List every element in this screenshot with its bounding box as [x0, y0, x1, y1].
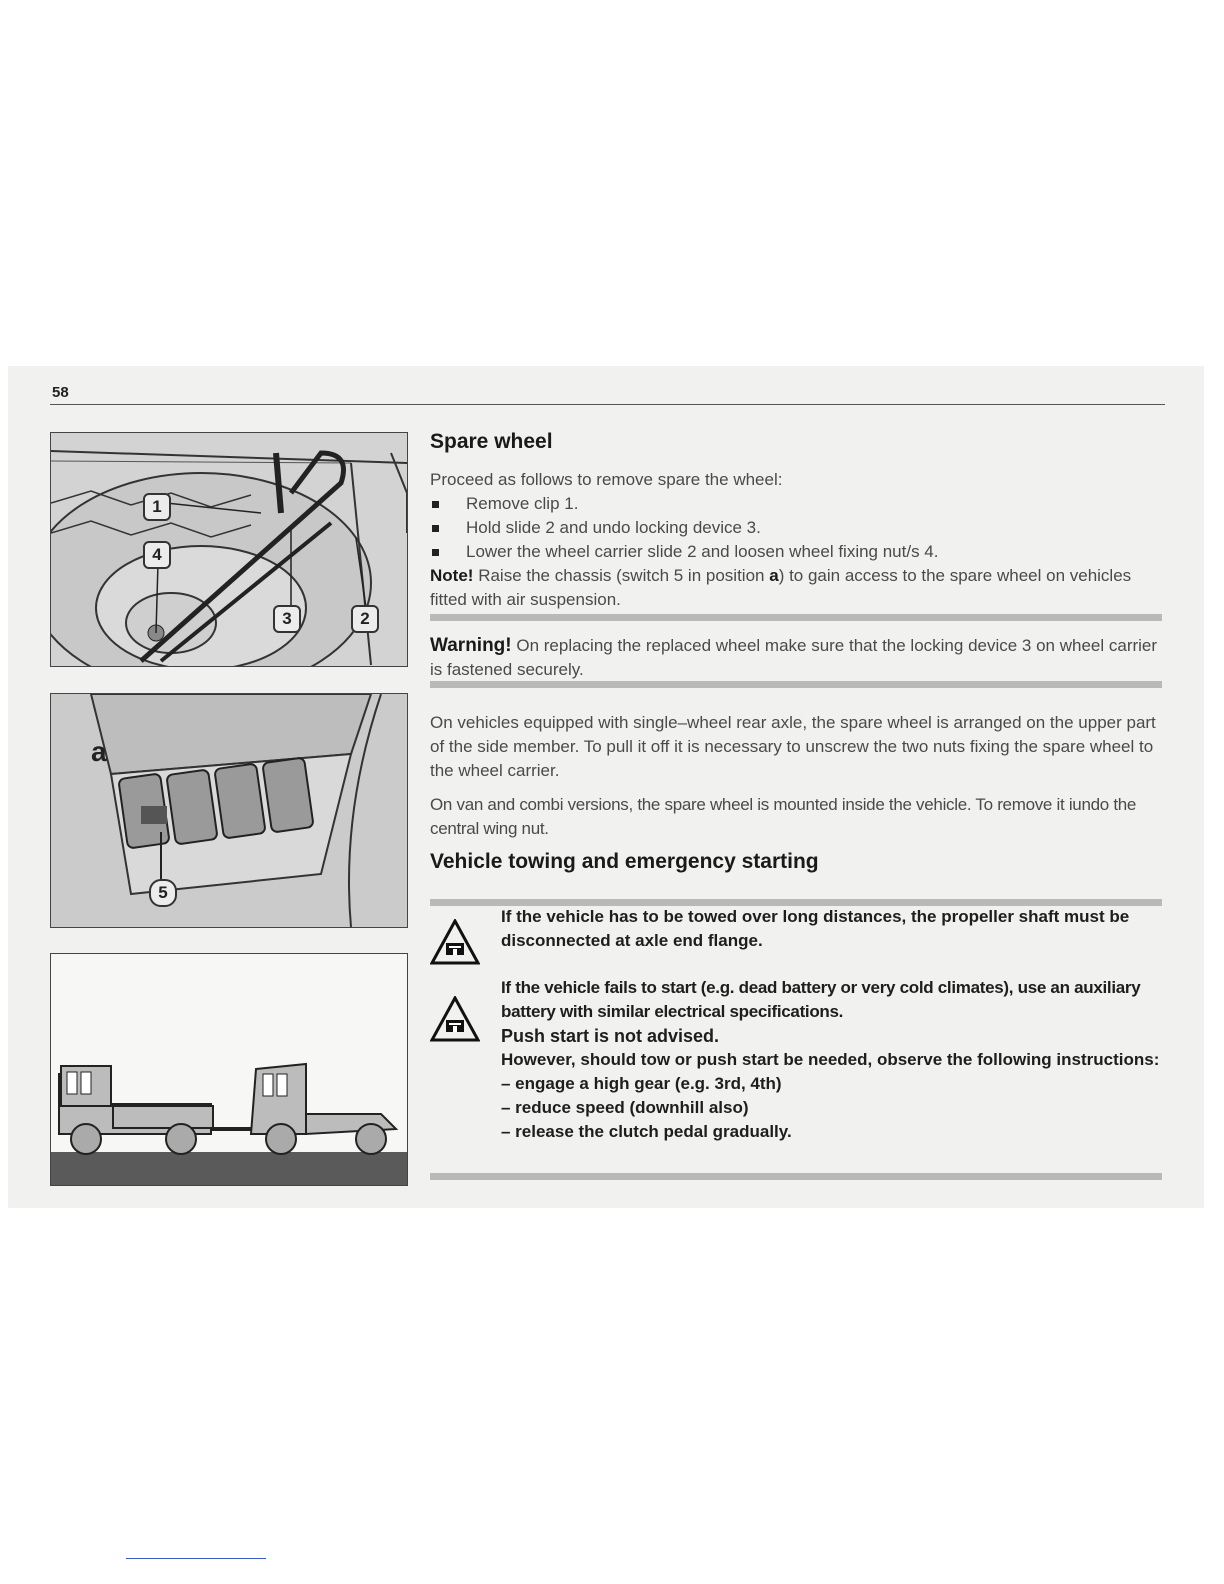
towing-heading: Vehicle towing and emergency starting: [430, 850, 819, 873]
callout-2: 2: [351, 605, 379, 633]
step-item: Lower the wheel carrier slide 2 and loosen wheel fixing nut/s 4.: [430, 540, 1170, 564]
divider-bar: [430, 614, 1162, 621]
warning-paragraph: Warning! On replacing the replaced wheel make sure that the locking device 3 on wheel carrier is fastened securely.: [430, 635, 1158, 679]
bullet-square-icon: [432, 501, 439, 508]
warning-section: [430, 634, 1170, 682]
spare-wheel-section: [430, 430, 1170, 612]
spare-wheel-steps: [430, 492, 1170, 564]
tow-warning-2-text: If the vehicle fails to start (e.g. dead battery or very cold climates), use an auxiliary battery with similar electrical specifications.: [501, 978, 1141, 1021]
step-item: Remove clip 1.: [430, 492, 1170, 516]
tow-warning-2-body: [501, 976, 1167, 1144]
page-number: 58: [52, 384, 69, 401]
warning-label: Warning!: [430, 635, 512, 656]
callout-1: 1: [143, 493, 171, 521]
tow-warning-1-text: If the vehicle has to be towed over long distances, the propeller shaft must be disconnected at axle end flange.: [501, 907, 1130, 950]
callout-4: 4: [143, 541, 171, 569]
towing-illustration: [51, 954, 407, 1185]
warning-triangle-icon: [430, 996, 480, 1042]
push-start-warning: Push start is not advised.: [501, 1026, 720, 1046]
spare-wheel-intro: Proceed as follows to remove spare the wheel:: [430, 470, 783, 489]
callout-5: 5: [149, 879, 177, 907]
note-label: Note!: [430, 566, 474, 585]
bullet-square-icon: [432, 525, 439, 532]
footer-line: [126, 1558, 266, 1559]
warning-triangle-icon: [430, 919, 480, 965]
callout-3: 3: [273, 605, 301, 633]
tow-warning-2: [430, 976, 1170, 1166]
divider-bar: [430, 681, 1162, 688]
van-paragraph: On van and combi versions, the spare wheel is mounted inside the vehicle. To remove it iundo the central wing nut.: [430, 795, 1137, 838]
single-wheel-section: [430, 711, 1170, 874]
tow-instruction-item: – engage a high gear (e.g. 3rd, 4th): [501, 1074, 782, 1093]
tow-instruction-item: – reduce speed (downhill also): [501, 1098, 749, 1117]
switch-panel-illustration: [51, 694, 407, 927]
position-a-label: a: [91, 736, 107, 767]
switch-panel-figure: [50, 693, 408, 928]
step-item: Hold slide 2 and undo locking device 3.: [430, 516, 1170, 540]
spare-wheel-figure: [50, 432, 408, 667]
spare-wheel-heading: Spare wheel: [430, 430, 553, 453]
tow-instruction-item: – release the clutch pedal gradually.: [501, 1122, 792, 1141]
single-wheel-paragraph: On vehicles equipped with single–wheel rear axle, the spare wheel is arranged on the upper part of the side member. To pull it off it is necessary to unscrew the two nuts fixing the spare wheel to the wheel carrier.: [430, 713, 1156, 780]
bullet-square-icon: [432, 549, 439, 556]
tow-however-text: However, should tow or push start be needed, observe the following instructions:: [501, 1050, 1160, 1069]
towing-figure: [50, 953, 408, 1186]
note-paragraph: Note! Raise the chassis (switch 5 in position a) to gain access to the spare wheel on vehicles fitted with air suspension.: [430, 566, 1132, 609]
header-rule: [50, 404, 1165, 405]
divider-bar: [430, 1173, 1162, 1180]
tow-warning-1: [430, 905, 1170, 975]
